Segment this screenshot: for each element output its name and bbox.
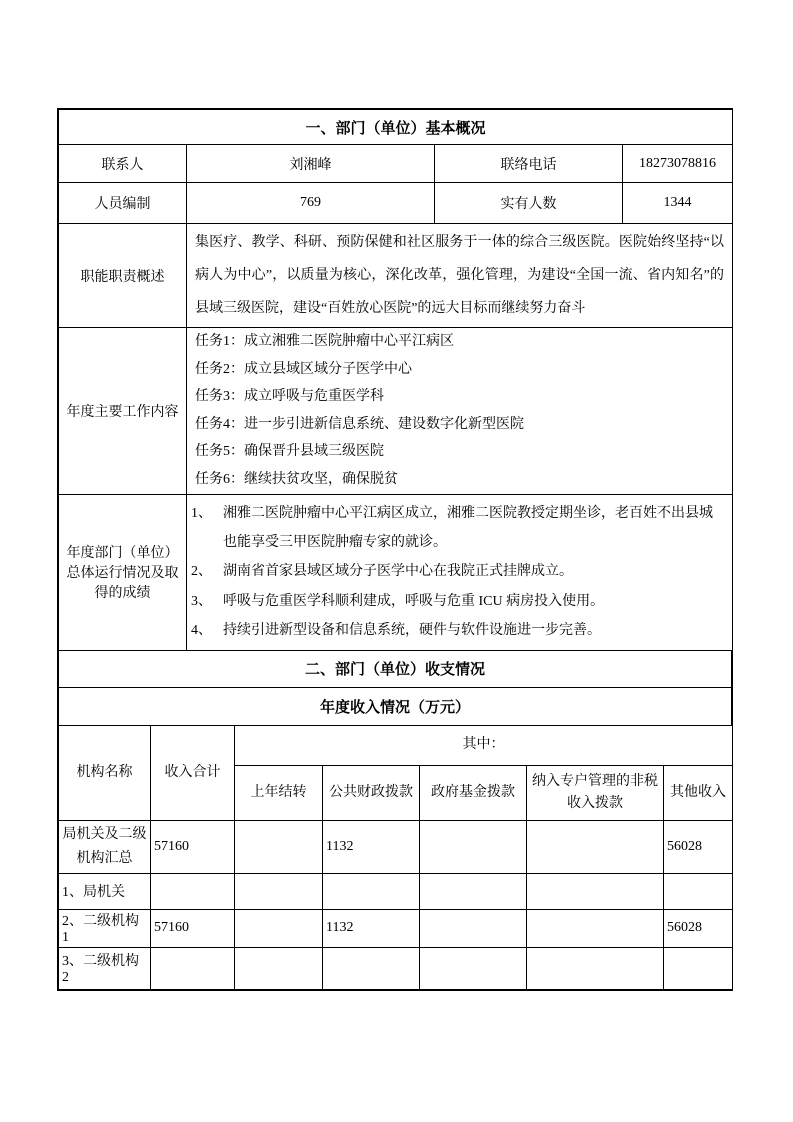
income-row-other [664, 873, 733, 909]
annual-tasks-label: 年度主要工作内容 [59, 328, 187, 495]
task-item: 任务3：成立呼吸与危重医学科 [195, 389, 384, 405]
income-row-public-finance [323, 947, 420, 989]
income-row-total [151, 873, 235, 909]
task-item: 任务2：成立县域区域分子医学中心 [195, 361, 412, 377]
achievement-number: 2、 [191, 564, 212, 580]
income-row-gov-fund [420, 820, 527, 873]
achievement-text: 湘雅二医院肿瘤中心平江病区成立，湘雅二医院教授定期坐诊，老百姓不出县城也能享受三甲医院肿瘤专家的就诊。 [223, 505, 713, 550]
achievement-text: 湖南省首家县域区域分子医学中心在我院正式挂牌成立。 [223, 564, 573, 580]
staffing-quota-label: 人员编制 [59, 183, 187, 224]
achievements-label: 年度部门（单位）总体运行情况及取得的成绩 [59, 494, 187, 650]
col-header-carryover: 上年结转 [235, 765, 323, 820]
col-header-special-account: 纳入专户管理的非税收入拨款 [527, 765, 664, 820]
income-row-special-account [527, 820, 664, 873]
col-header-org-name: 机构名称 [59, 725, 151, 820]
task-item: 任务1：成立湘雅二医院肿瘤中心平江病区 [195, 334, 454, 349]
income-row-total: 57160 [151, 909, 235, 947]
income-row-org: 3、二级机构 2 [59, 947, 151, 989]
contact-person-label: 联系人 [59, 145, 187, 183]
income-row-gov-fund [420, 947, 527, 989]
actual-headcount-value: 1344 [623, 183, 733, 224]
col-header-public-finance: 公共财政拨款 [323, 765, 420, 820]
achievements-content [187, 494, 733, 650]
income-row-other [664, 947, 733, 989]
achievement-text: 持续引进新型设备和信息系统，硬件与软件设施进一步完善。 [223, 623, 601, 639]
income-row-gov-fund [420, 873, 527, 909]
income-row-org: 1、局机关 [59, 873, 151, 909]
section2-title-table [58, 650, 732, 726]
report-form [57, 108, 733, 991]
income-row-org: 局机关及二级机构汇总 [59, 820, 151, 873]
contact-phone-label: 联络电话 [435, 145, 623, 183]
income-row-carryover [235, 909, 323, 947]
contact-phone-value: 18273078816 [623, 145, 733, 183]
income-subtitle: 年度收入情况（万元） [59, 687, 732, 725]
section2-title: 二、部门（单位）收支情况 [59, 650, 732, 687]
col-header-gov-fund: 政府基金拨款 [420, 765, 527, 820]
income-row-public-finance [323, 873, 420, 909]
income-row-other: 56028 [664, 909, 733, 947]
income-row-special-account [527, 873, 664, 909]
income-row-special-account [527, 947, 664, 989]
contact-person-value: 刘湘峰 [187, 145, 435, 183]
annual-tasks-content [187, 328, 733, 495]
col-header-income-total: 收入合计 [151, 725, 235, 820]
narrative-table [58, 223, 733, 651]
achievement-item [191, 499, 726, 558]
income-row-carryover [235, 820, 323, 873]
income-row-special-account [527, 909, 664, 947]
achievement-number: 3、 [191, 593, 212, 609]
task-item: 任务4：进一步引进新信息系统、建设数字化新型医院 [195, 416, 524, 432]
achievement-item [191, 587, 726, 616]
col-header-among: 其中： [235, 725, 733, 765]
income-row-gov-fund [420, 909, 527, 947]
income-table [58, 725, 733, 990]
income-row-org: 2、二级机构 1 [59, 909, 151, 947]
staffing-quota-value: 769 [187, 183, 435, 224]
task-item: 任务5：确保晋升县域三级医院 [195, 444, 384, 460]
achievement-text: 呼吸与危重医学科顺利建成，呼吸与危重 ICU 病房投入使用。 [223, 593, 605, 609]
income-row-public-finance: 1132 [323, 820, 420, 873]
income-row-carryover [235, 947, 323, 989]
duty-overview-label: 职能职责概述 [59, 224, 187, 328]
income-row-public-finance: 1132 [323, 909, 420, 947]
achievement-number: 1、 [191, 505, 212, 521]
col-header-other-income: 其他收入 [664, 765, 733, 820]
task-item: 任务6：继续扶贫攻坚，确保脱贫 [195, 471, 398, 487]
achievement-item [191, 557, 726, 586]
actual-headcount-label: 实有人数 [435, 183, 623, 224]
income-row-other: 56028 [664, 820, 733, 873]
duty-overview-text: 集医疗、教学、科研、预防保健和社区服务于一体的综合三级医院。医院始终坚持“以病人为中心”，以质量为核心，深化改革，强化管理，为建设“全国一流、省内知名”的县域三级医院，建设“百姓放心医院”的远大目标而继续努力奋斗 [187, 224, 733, 328]
income-row-total: 57160 [151, 820, 235, 873]
income-row-total [151, 947, 235, 989]
achievement-item [191, 616, 726, 645]
section1-title: 一、部门（单位）基本概况 [59, 110, 733, 145]
basic-info-table [58, 109, 733, 224]
income-row-carryover [235, 873, 323, 909]
achievement-number: 4、 [191, 623, 212, 639]
